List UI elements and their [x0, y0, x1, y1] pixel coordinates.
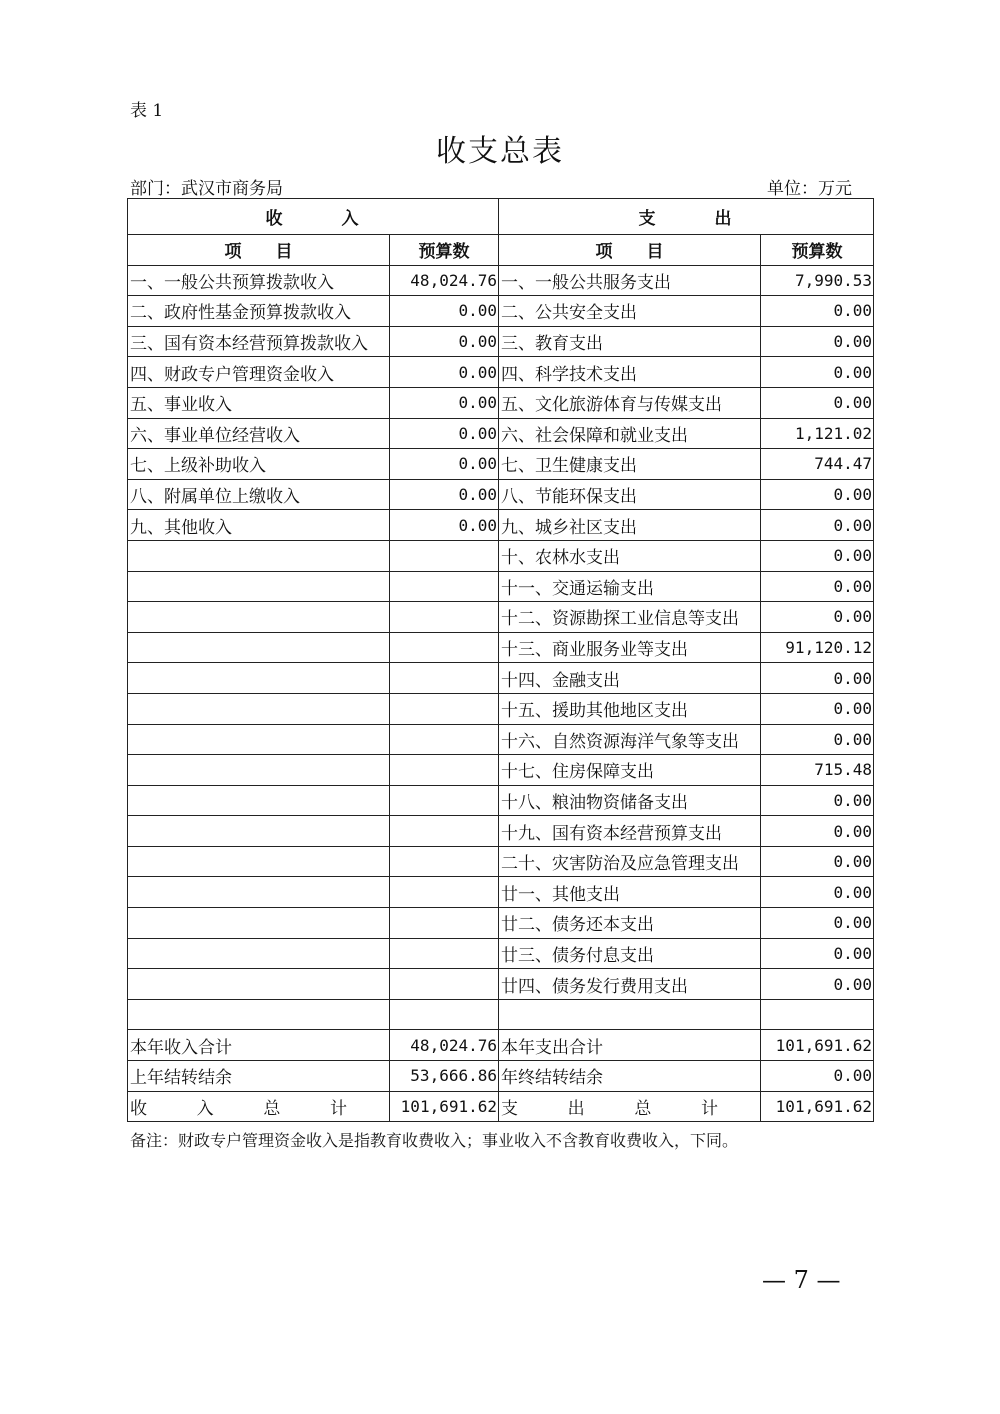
income-budget-header: 预算数	[390, 235, 499, 266]
income-amount-cell: 0.00	[390, 387, 499, 418]
income-amount-cell	[390, 877, 499, 908]
expense-amount-cell: 0.00	[761, 724, 874, 755]
table-row	[128, 1061, 874, 1092]
expense-item-cell: 年终结转结余	[499, 1061, 761, 1092]
income-amount-cell: 0.00	[390, 357, 499, 388]
expense-total-char: 出	[567, 1098, 585, 1119]
income-item-cell: 本年收入合计	[128, 1030, 390, 1061]
page-number: — 7 —	[762, 1266, 841, 1294]
expense-item-cell: 十五、援助其他地区支出	[499, 693, 761, 724]
expense-item-cell: 本年支出合计	[499, 1030, 761, 1061]
expense-amount-cell: 0.00	[761, 387, 874, 418]
column-header-row	[128, 235, 874, 266]
income-item-cell: 三、国有资本经营预算拨款收入	[128, 326, 390, 357]
income-item-cell: 八、附属单位上缴收入	[128, 479, 390, 510]
income-amount-cell	[390, 540, 499, 571]
expense-item-cell: 七、卫生健康支出	[499, 449, 761, 480]
income-total-char: 收	[130, 1098, 147, 1119]
expense-item-cell: 四、科学技术支出	[499, 357, 761, 388]
table-row	[128, 938, 874, 969]
expense-amount-cell: 0.00	[761, 969, 874, 1000]
table-row	[128, 265, 874, 296]
expense-amount-cell: 715.48	[761, 755, 874, 786]
table-row	[128, 571, 874, 602]
expense-item-cell: 十、农林水支出	[499, 540, 761, 571]
income-item-cell	[128, 602, 390, 633]
table-row	[128, 540, 874, 571]
expense-amount-cell: 0.00	[761, 510, 874, 541]
table-row	[128, 357, 874, 388]
income-item-cell	[128, 877, 390, 908]
table-row	[128, 877, 874, 908]
table-row	[128, 999, 874, 1030]
expense-item-cell	[499, 999, 761, 1030]
table-row	[128, 846, 874, 877]
table-row	[128, 1030, 874, 1061]
expense-amount-cell: 0.00	[761, 908, 874, 939]
income-item-cell	[128, 908, 390, 939]
expense-item-cell: 廿三、债务付息支出	[499, 938, 761, 969]
income-item-cell: 九、其他收入	[128, 510, 390, 541]
income-amount-cell	[390, 999, 499, 1030]
expense-item-cell: 十七、住房保障支出	[499, 755, 761, 786]
page-title: 收支总表	[436, 134, 564, 169]
department-label: 部门：武汉市商务局	[130, 179, 283, 199]
table-row	[128, 755, 874, 786]
income-amount-cell: 48,024.76	[390, 1030, 499, 1061]
expense-amount-cell: 0.00	[761, 693, 874, 724]
grand-total-row	[128, 1091, 874, 1122]
income-amount-cell: 0.00	[390, 479, 499, 510]
income-item-cell	[128, 999, 390, 1030]
expense-total-char: 支	[501, 1098, 518, 1119]
expense-item-cell: 十四、金融支出	[499, 663, 761, 694]
expense-amount-cell: 91,120.12	[761, 632, 874, 663]
expense-amount-cell: 0.00	[761, 540, 874, 571]
expense-item-cell: 廿四、债务发行费用支出	[499, 969, 761, 1000]
income-amount-cell	[390, 755, 499, 786]
income-amount-cell: 0.00	[390, 326, 499, 357]
income-item-cell: 二、政府性基金预算拨款收入	[128, 296, 390, 327]
expense-amount-cell: 0.00	[761, 357, 874, 388]
expense-item-header: 项 目	[499, 235, 761, 266]
expense-item-cell: 十三、商业服务业等支出	[499, 632, 761, 663]
expense-amount-cell: 0.00	[761, 296, 874, 327]
table-body	[128, 265, 874, 1091]
expense-total-char: 计	[700, 1098, 718, 1119]
unit-label: 单位：万元	[767, 179, 852, 199]
income-item-cell: 上年结转结余	[128, 1061, 390, 1092]
income-amount-cell: 48,024.76	[390, 265, 499, 296]
income-amount-cell	[390, 571, 499, 602]
income-item-header: 项 目	[128, 235, 390, 266]
expense-amount-cell: 1,121.02	[761, 418, 874, 449]
table-row	[128, 510, 874, 541]
expense-total-label	[499, 1091, 761, 1122]
income-amount-cell: 0.00	[390, 510, 499, 541]
expense-item-cell: 十六、自然资源海洋气象等支出	[499, 724, 761, 755]
expense-item-cell: 十一、交通运输支出	[499, 571, 761, 602]
expense-amount-cell: 101,691.62	[761, 1030, 874, 1061]
income-amount-cell	[390, 785, 499, 816]
section-header-row	[128, 199, 874, 235]
table-label: 表 1	[130, 101, 164, 121]
table-row	[128, 449, 874, 480]
table-row	[128, 479, 874, 510]
expense-item-cell: 八、节能环保支出	[499, 479, 761, 510]
income-amount-cell	[390, 969, 499, 1000]
table-row	[128, 326, 874, 357]
table-row	[128, 418, 874, 449]
table-row	[128, 693, 874, 724]
income-total-amount: 101,691.62	[390, 1091, 499, 1122]
income-amount-cell	[390, 632, 499, 663]
income-amount-cell	[390, 908, 499, 939]
income-total-char: 计	[329, 1098, 347, 1119]
income-item-cell	[128, 663, 390, 694]
income-amount-cell: 0.00	[390, 296, 499, 327]
expense-item-cell: 廿二、债务还本支出	[499, 908, 761, 939]
table-row	[128, 785, 874, 816]
expense-item-cell: 十九、国有资本经营预算支出	[499, 816, 761, 847]
table-row	[128, 969, 874, 1000]
income-item-cell	[128, 632, 390, 663]
income-section-header: 收 入	[128, 199, 499, 235]
expense-amount-cell: 0.00	[761, 877, 874, 908]
budget-summary-table	[127, 198, 874, 1122]
expense-amount-cell: 0.00	[761, 602, 874, 633]
income-item-cell	[128, 816, 390, 847]
income-amount-cell	[390, 693, 499, 724]
table-row	[128, 816, 874, 847]
income-item-cell: 五、事业收入	[128, 387, 390, 418]
income-item-cell: 四、财政专户管理资金收入	[128, 357, 390, 388]
expense-item-cell: 十八、粮油物资储备支出	[499, 785, 761, 816]
expense-total-char: 总	[634, 1098, 652, 1119]
income-amount-cell: 0.00	[390, 449, 499, 480]
expense-item-cell: 五、文化旅游体育与传媒支出	[499, 387, 761, 418]
expense-amount-cell: 0.00	[761, 326, 874, 357]
income-item-cell: 六、事业单位经营收入	[128, 418, 390, 449]
income-item-cell	[128, 846, 390, 877]
expense-amount-cell: 0.00	[761, 479, 874, 510]
expense-amount-cell: 7,990.53	[761, 265, 874, 296]
expense-item-cell: 一、一般公共服务支出	[499, 265, 761, 296]
income-item-cell	[128, 785, 390, 816]
table-row	[128, 632, 874, 663]
income-amount-cell	[390, 938, 499, 969]
income-total-label	[128, 1091, 390, 1122]
expense-amount-cell: 0.00	[761, 785, 874, 816]
expense-item-cell: 三、教育支出	[499, 326, 761, 357]
income-amount-cell: 53,666.86	[390, 1061, 499, 1092]
table-row	[128, 663, 874, 694]
income-item-cell	[128, 693, 390, 724]
income-amount-cell	[390, 724, 499, 755]
income-amount-cell	[390, 663, 499, 694]
table-row	[128, 387, 874, 418]
income-item-cell: 一、一般公共预算拨款收入	[128, 265, 390, 296]
income-amount-cell	[390, 602, 499, 633]
income-item-cell	[128, 571, 390, 602]
expense-item-cell: 六、社会保障和就业支出	[499, 418, 761, 449]
expense-amount-cell: 744.47	[761, 449, 874, 480]
expense-item-cell: 二十、灾害防治及应急管理支出	[499, 846, 761, 877]
income-item-cell	[128, 969, 390, 1000]
expense-budget-header: 预算数	[761, 235, 874, 266]
income-amount-cell	[390, 816, 499, 847]
table-row	[128, 724, 874, 755]
income-amount-cell	[390, 846, 499, 877]
table-row	[128, 908, 874, 939]
expense-total-amount: 101,691.62	[761, 1091, 874, 1122]
expense-amount-cell: 0.00	[761, 1061, 874, 1092]
expense-item-cell: 二、公共安全支出	[499, 296, 761, 327]
table-row	[128, 602, 874, 633]
income-amount-cell: 0.00	[390, 418, 499, 449]
income-item-cell	[128, 724, 390, 755]
expense-amount-cell: 0.00	[761, 816, 874, 847]
income-item-cell	[128, 755, 390, 786]
footnote: 备注：财政专户管理资金收入是指教育收费收入；事业收入不含教育收费收入，下同。	[130, 1131, 739, 1150]
expense-item-cell: 九、城乡社区支出	[499, 510, 761, 541]
income-item-cell	[128, 540, 390, 571]
expense-item-cell: 十二、资源勘探工业信息等支出	[499, 602, 761, 633]
expense-item-cell: 廿一、其他支出	[499, 877, 761, 908]
expense-amount-cell: 0.00	[761, 938, 874, 969]
income-total-char: 总	[263, 1098, 281, 1119]
income-item-cell: 七、上级补助收入	[128, 449, 390, 480]
income-total-char: 入	[196, 1098, 214, 1119]
income-item-cell	[128, 938, 390, 969]
expense-amount-cell: 0.00	[761, 846, 874, 877]
table-row	[128, 296, 874, 327]
expense-section-header: 支 出	[499, 199, 874, 235]
expense-amount-cell: 0.00	[761, 663, 874, 694]
expense-amount-cell	[761, 999, 874, 1030]
expense-amount-cell: 0.00	[761, 571, 874, 602]
